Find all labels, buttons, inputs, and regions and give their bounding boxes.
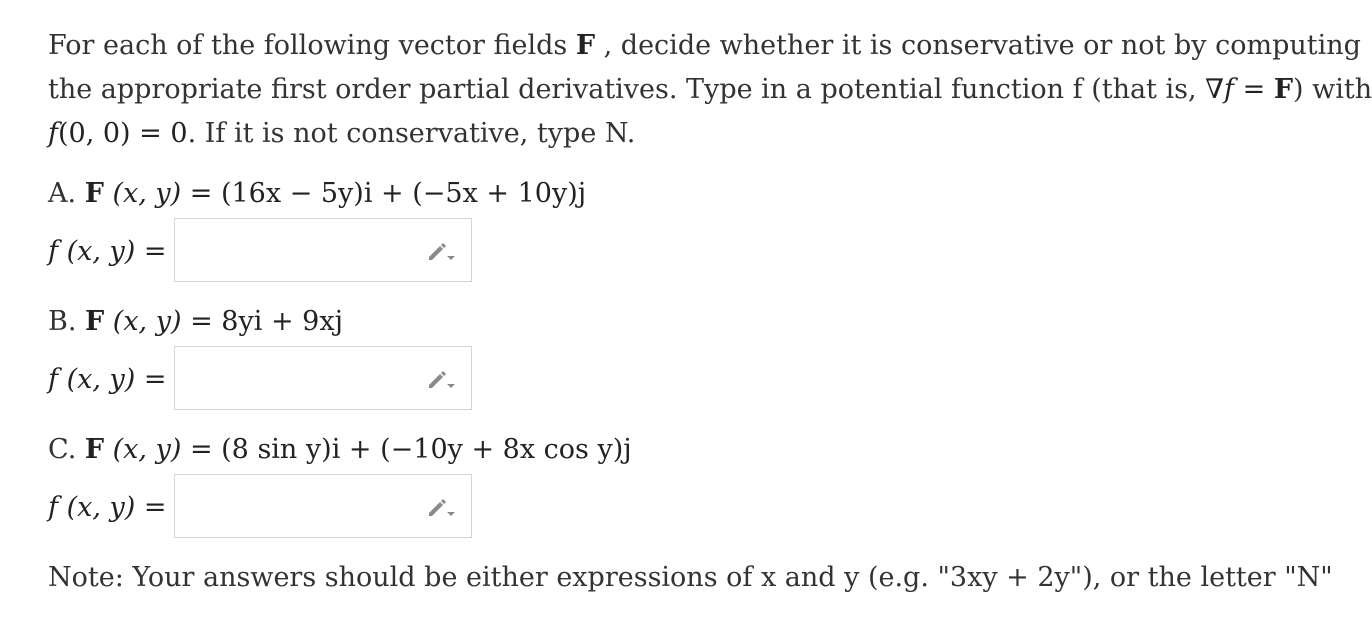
instructions-line-3 [48, 112, 1253, 156]
instructions-text: For each of the following vector fields [48, 30, 576, 61]
potential-function-label: (x, y) = [58, 364, 167, 395]
function-symbol: f [48, 364, 58, 395]
instructions-line-1 [48, 24, 1361, 68]
nabla-symbol: ∇ [1205, 74, 1225, 105]
pencil-icon[interactable] [425, 495, 457, 519]
problem-b-answer-box[interactable] [174, 346, 472, 410]
problem-label: C. [48, 434, 77, 465]
vector-field-symbol: F [84, 178, 104, 209]
field-arguments: (x, y) [112, 306, 182, 337]
function-symbol: f [1224, 74, 1235, 105]
potential-function-label: (x, y) = [58, 492, 167, 523]
vector-field-symbol: F [84, 434, 105, 465]
answer-format-note: Note: Your answers should be either expressions of x and y (e.g. "3xy + 2y"), or the letter "N" [48, 562, 1333, 593]
instructions-text: ) with [1292, 74, 1372, 105]
problem-instructions [48, 24, 1372, 156]
function-symbol: f [48, 118, 58, 149]
vector-field-expression: = (16x − 5y)i + (−5x + 10y)j [181, 178, 587, 209]
problem-label: A. [48, 178, 77, 209]
vector-field-symbol: F [575, 30, 596, 61]
vector-field-expression: = (8 sin y)i + (−10y + 8x cos y)j [181, 434, 632, 465]
potential-function-label: (x, y) = [58, 236, 167, 267]
problem-a-answer-input[interactable] [183, 227, 417, 275]
problem-c-answer-box[interactable] [174, 474, 472, 538]
problem-c-statement [48, 432, 632, 468]
function-symbol: f [48, 236, 58, 267]
function-symbol: f [48, 492, 58, 523]
vector-field-symbol: F [85, 306, 105, 337]
instructions-text: . If it is not conservative, type N. [187, 118, 636, 149]
problem-b-answer-label [48, 362, 167, 398]
instructions-text: , decide whether it is conservative or not by computing [595, 30, 1361, 61]
equals-symbol: = [1234, 74, 1274, 105]
problem-a-answer-box[interactable] [174, 218, 472, 282]
instructions-line-2 [48, 68, 1372, 112]
problem-label: B. [48, 306, 77, 337]
problem-a-statement [48, 176, 586, 212]
problem-b-answer-input[interactable] [183, 355, 417, 403]
vector-field-expression: = 8yi + 9xj [181, 306, 343, 337]
problem-a-answer-label [48, 234, 167, 270]
problem-c-answer-input[interactable] [183, 483, 417, 531]
field-arguments: (x, y) [112, 434, 182, 465]
pencil-icon[interactable] [425, 239, 457, 263]
problem-c-answer-label [48, 490, 167, 526]
instructions-text: the appropriate first order partial derivatives. Type in a potential function f (that is, [48, 74, 1206, 105]
problem-b-statement [48, 304, 343, 340]
field-arguments: (x, y) [112, 178, 182, 209]
initial-condition: (0, 0) = 0 [58, 118, 188, 149]
pencil-icon[interactable] [425, 367, 457, 391]
vector-field-symbol: F [1273, 74, 1293, 105]
